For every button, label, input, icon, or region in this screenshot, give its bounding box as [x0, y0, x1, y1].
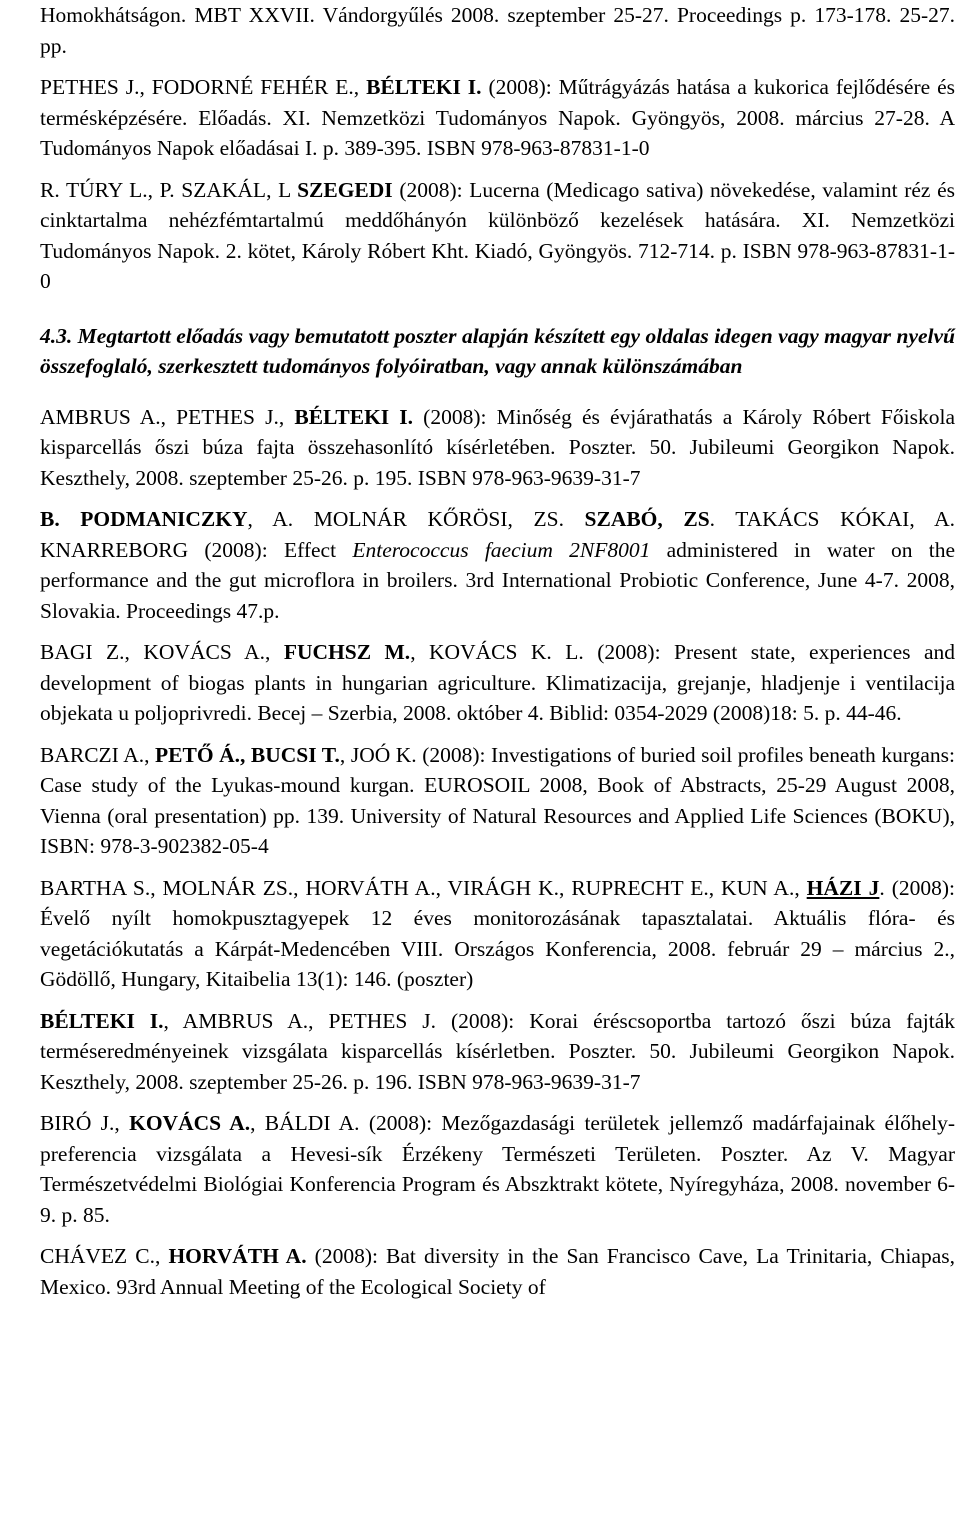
document-page	[40, 0, 955, 1313]
reference-text: BAGI Z., KOVÁCS A.,	[40, 640, 284, 664]
emphasized-text: B. PODMANICZKY	[40, 507, 248, 531]
section-heading: 4.3. Megtartott előadás vagy bemutatott poszter alapján készített egy oldalas idegen vagy magyar nyelvű összefoglaló, szerkesztett tudományos folyóiratban, vagy annak különszámában	[40, 323, 955, 378]
reference-text: . (2008): Évelő nyílt homokpusztagyepek 12 éves monitorozásának tapasztalatai. Aktuális flóra- és vegetációkutatás a Kárpát-Medencében VIII. Országos Konferencia, 2008. február 29 – március 2., Gödöllő, Hungary, Kitaibelia 13(1): 146. (poszter)	[40, 875, 955, 991]
emphasized-text: BÉLTEKI I.	[40, 1008, 164, 1033]
emphasized-text: HÁZI J	[806, 875, 880, 900]
emphasized-text: PETŐ Á., BUCSI T.	[155, 742, 340, 767]
reference-text: PETHES J., FODORNÉ FEHÉR E.,	[40, 75, 367, 99]
emphasized-text: SZABÓ, ZS	[584, 507, 710, 531]
reference-text: . TAKÁCS KÓKAI, A. KNARREBORG (2008): Effect	[40, 507, 956, 562]
reference-text: (2008): Lucerna (Medicago sativa) növekedése, valamint réz és cinktartalma nehézfémtartalmú meddőhányón különböző kezelések hatására. XI. Nemzetközi Tudományos Napok. 2. kötet, Károly Róbert Kht. Kiadó, Gyöngyös. 712-714. p. ISBN 978-963-87831-1-0	[40, 177, 955, 293]
reference-text: BIRÓ J.,	[40, 1111, 130, 1135]
emphasized-text: BÉLTEKI I.	[366, 75, 482, 99]
reference-entry	[40, 1108, 955, 1230]
reference-text: (2008): Műtrágyázás hatása a kukorica fejlődésére és termésképzésére. Előadás. XI. Nemzetközi Tudományos Napok. Gyöngyös, 2008. március 27-28. A Tudományos Napok előadásai I. p. 389-395. ISBN 978-963-87831-1-0	[40, 75, 955, 160]
reference-text: , KOVÁCS K. L. (2008): Present state, experiences and development of biogas plants in hungarian agriculture. Klimatizacija, grejanje, hladjenje i ventilacija objekata u poljoprivredi. Becej – Szerbia, 2008. október 4. Biblid: 0354-2029 (2008)18: 5. p. 44-46.	[40, 640, 956, 725]
reference-entry	[40, 873, 955, 995]
reference-text: CHÁVEZ C.,	[40, 1244, 169, 1268]
reference-list-top	[40, 0, 955, 297]
reference-entry	[40, 0, 955, 61]
reference-entry	[40, 72, 955, 164]
reference-text: AMBRUS A., PETHES J.,	[40, 404, 295, 429]
reference-entry	[40, 740, 955, 862]
reference-entry	[40, 175, 955, 297]
reference-entry	[40, 504, 955, 626]
reference-list-bottom	[40, 402, 955, 1303]
reference-text: BARTHA S., MOLNÁR ZS., HORVÁTH A., VIRÁGH K., RUPRECHT E., KUN A.,	[40, 875, 807, 900]
reference-text: administered in water on the performance and the gut microflora in broilers. 3rd International Probiotic Conference, June 4-7. 2008, Slovakia. Proceedings 47.p.	[40, 537, 955, 623]
reference-text: (2008): Minőség és évjárathatás a Károly Róbert Főiskola kisparcellás őszi búza fajta összehasonlító kísérletében. Poszter. 50. Jubileumi Georgikon Napok. Keszthely, 2008. szeptember 25-26. p. 195. ISBN 978-963-9639-31-7	[40, 404, 955, 490]
reference-text: , A. MOLNÁR KŐRÖSI, ZS.	[247, 507, 585, 531]
reference-text: R. TÚRY L., P. SZAKÁL, L	[40, 177, 298, 202]
reference-text: , JOÓ K. (2008): Investigations of buried soil profiles beneath kurgans: Case study of the Lyukas-mound kurgan. EUROSOIL 2008, Book of Abstracts, 25-29 August 2008, Vienna (oral presentation) pp. 139. University of Natural Resources and Applied Life Sciences (BOKU), ISBN: 978-3-902382-05-4	[40, 742, 955, 858]
emphasized-text: SZEGEDI	[297, 177, 393, 202]
reference-text: Homokhátságon. MBT XXVII. Vándorgyűlés 2008. szeptember 25-27. Proceedings p. 173-178. 25-27. pp.	[40, 3, 955, 58]
reference-entry	[40, 637, 955, 729]
reference-entry	[40, 1006, 955, 1098]
reference-text: , AMBRUS A., PETHES J. (2008): Korai éréscsoportba tartozó őszi búza fajták terméseredményeinek vizsgálata kisparcellás kísérletben. Poszter. 50. Jubileumi Georgikon Napok. Keszthely, 2008. szeptember 25-26. p. 196. ISBN 978-963-9639-31-7	[40, 1008, 956, 1094]
reference-text: (2008): Bat diversity in the San Francisco Cave, La Trinitaria, Chiapas, Mexico. 93rd Annual Meeting of the Ecological Society of	[40, 1244, 955, 1299]
reference-entry	[40, 402, 955, 494]
reference-text: , BÁLDI A. (2008): Mezőgazdasági területek jellemző madárfajainak élőhely-preferencia vizsgálata a Hevesi-sík Érzékeny Természeti Területen. Poszter. Az V. Magyar Természetvédelmi Biológiai Konferencia Program és Abszktrakt kötete, Nyíregyháza, 2008. november 6-9. p. 85.	[40, 1111, 955, 1227]
emphasized-text: BÉLTEKI I.	[294, 404, 414, 429]
reference-text: BARCZI A.,	[40, 742, 156, 767]
emphasized-text: FUCHSZ M.	[283, 640, 411, 664]
emphasized-text: Enterococcus faecium 2NF8001	[352, 537, 651, 562]
reference-entry	[40, 1241, 955, 1302]
emphasized-text: HORVÁTH A.	[168, 1244, 307, 1268]
emphasized-text: KOVÁCS A.	[129, 1111, 251, 1135]
